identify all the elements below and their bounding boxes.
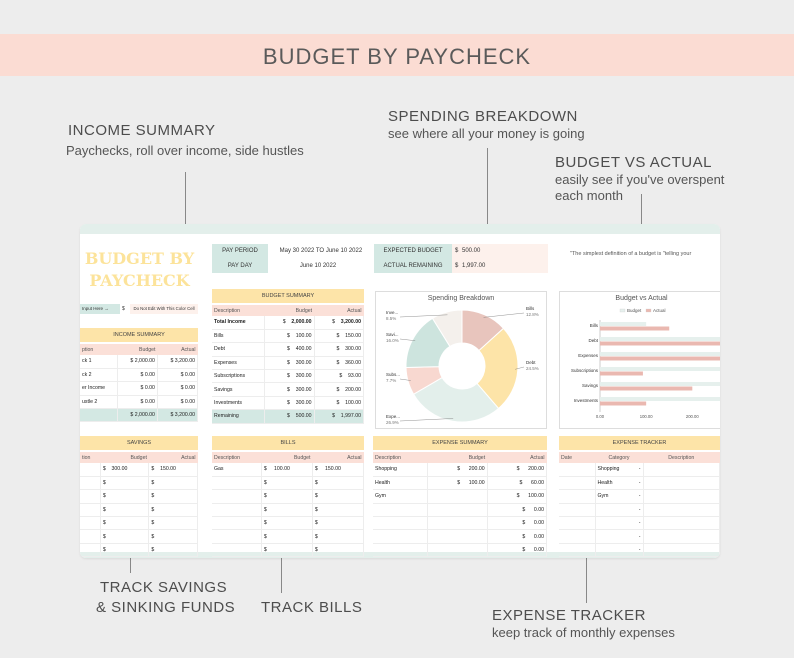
spending-pie <box>376 292 548 430</box>
pie-value-label: 24.5% <box>526 366 539 371</box>
legend-label: Actual <box>653 308 666 313</box>
expected-budget-label: EXPECTED BUDGET <box>374 244 452 259</box>
table-row: $ $ <box>212 490 364 503</box>
annotation-subtitle: easily see if you've overspent <box>555 172 725 187</box>
annotation-spending-breakdown <box>388 108 585 142</box>
bar-actual-savings <box>600 387 692 391</box>
pay-period-end: June 10 2022 <box>325 248 363 254</box>
pie-label: Bills <box>526 306 535 311</box>
table-row: $ $ <box>212 543 364 556</box>
expense-tracker-table: Date Category Description Shopping - Health - Gym - - - - - <box>559 452 720 557</box>
pay-period-to: TO <box>315 248 325 254</box>
annotation-subtitle-2: each month <box>555 188 623 203</box>
pie-label: Subs... <box>386 372 401 377</box>
spending-breakdown-chart <box>375 291 547 429</box>
legend-swatch <box>646 309 651 312</box>
annotation-savings <box>96 579 235 616</box>
currency: $ <box>455 263 459 269</box>
table-row: $ $ <box>80 490 198 503</box>
x-tick-label: 200.00 <box>685 414 699 419</box>
table-row: Health $ 100.00 $ 60.00 <box>373 476 547 489</box>
pie-value-label: 12.8% <box>526 312 539 317</box>
bills-header: BILLS <box>212 436 364 450</box>
income-summary-header: INCOME SUMMARY <box>80 328 198 342</box>
category-label: Debt <box>588 338 598 343</box>
bar-actual-debt <box>600 342 720 346</box>
bar-budget-bills <box>600 322 646 326</box>
annotation-subtitle: see where all your money is going <box>388 126 585 141</box>
pie-value-label: 26.9% <box>386 420 399 425</box>
bar-actual-bills <box>600 327 669 331</box>
table-row: $ $ <box>80 476 198 489</box>
pie-label: Inve... <box>386 310 399 315</box>
table-row: Health - <box>559 476 720 489</box>
actual-remaining-cell <box>452 259 548 273</box>
annotation-title: BUDGET VS ACTUAL <box>555 154 712 171</box>
table-row: $ $ <box>80 503 198 516</box>
table-row: ustle 2 $ 0.00 $ 0.00 <box>80 395 198 408</box>
pay-period-start: May 30 2022 <box>279 248 315 254</box>
bar-budget-subscriptions <box>600 367 720 371</box>
annotation-title: INCOME SUMMARY <box>68 122 216 139</box>
pie-value-label: 7.7% <box>386 378 397 383</box>
annotation-subtitle: keep track of monthly expenses <box>492 625 675 640</box>
table-row: $ $ <box>80 530 198 543</box>
pie-label: Debt <box>526 360 536 365</box>
table-row: $ $ <box>80 517 198 530</box>
annotation-expense-tracker <box>492 607 675 641</box>
pie-value-label: 16.0% <box>386 338 399 343</box>
expected-budget-cell <box>452 244 548 259</box>
chart-title: Spending Breakdown <box>427 295 495 302</box>
table-row: Savings $ 300.00 $ 200.00 <box>212 383 364 396</box>
pie-label: Expe... <box>386 414 401 419</box>
table-row: - <box>559 543 720 556</box>
pie-leader-line <box>484 313 524 317</box>
budget-summary-table: Description Budget Actual Total Income $ 2,000.00 $ 3,200.00 Bills $ 100.00 $ 150.00 Debt $ 400.00 $ 300.00 Expenses $ 300.00 $ 360.00 Subscriptions $ 300.00 $ 93.00 Savings $ 300.00 $ 200.00 Investments $ 300.00 $ 100.00 Remaining $ 500.00 $ 1,997.00 <box>212 305 364 424</box>
x-tick-label: 0.00 <box>595 414 605 419</box>
bills-table: Description Budget Actual Gas $ 100.00 $ 150.00 $ $ $ $ $ $ $ $ $ $ $ $ <box>212 452 364 557</box>
table-row: ck 1 $ 2,000.00 $ 3,200.00 <box>80 355 198 368</box>
bar-budget-debt <box>600 337 720 341</box>
table-row: $ 0.00 <box>373 530 547 543</box>
category-label: Subscriptions <box>570 368 598 373</box>
income-summary-table <box>80 344 198 422</box>
annotation-title: SPENDING BREAKDOWN <box>388 108 578 125</box>
annotation-budget-vs-actual <box>555 154 724 204</box>
chart-title: Budget vs Actual <box>615 295 668 302</box>
table-row: Gym - <box>559 490 720 503</box>
banner-title: BUDGET BY PAYCHECK <box>262 44 532 69</box>
table-row: - <box>559 517 720 530</box>
annotation-title-2: & SINKING FUNDS <box>96 599 236 616</box>
table-row: $ 300.00 $ 150.00 <box>80 463 198 476</box>
do-not-edit-hint: Do Not Edit With This Color Cell <box>130 304 198 314</box>
col-header: ption <box>80 344 117 355</box>
table-row: $ 0.00 <box>373 503 547 516</box>
input-hint-currency: $ <box>122 306 125 312</box>
spreadsheet-preview <box>80 224 720 558</box>
pie-value-label: 8.5% <box>386 316 397 321</box>
sheet-logo: BUDGET BY PAYCHECK <box>84 249 195 290</box>
table-row: $ $ <box>212 476 364 489</box>
table-row: Investments $ 300.00 $ 100.00 <box>212 396 364 409</box>
sheet-top-bar <box>80 224 720 234</box>
actual-remaining-label: ACTUAL REMAINING <box>374 259 452 273</box>
table-row: $ $ <box>212 530 364 543</box>
table-row: - <box>559 530 720 543</box>
pie-label: Savi... <box>386 332 399 337</box>
pay-day-label: PAY DAY <box>212 259 268 273</box>
annotation-income-summary <box>68 122 304 159</box>
table-row: er Income $ 0.00 $ 0.00 <box>80 382 198 395</box>
annotation-subtitle: Paychecks, roll over income, side hustles <box>66 143 304 158</box>
x-tick-label: 100.00 <box>639 414 653 419</box>
input-hint: Input Here → <box>80 304 120 314</box>
bar-budget-savings <box>600 382 720 386</box>
budget-quote: "The simplest definition of a budget is "telling your <box>570 251 692 257</box>
bar-actual-investments <box>600 402 646 406</box>
bar-budget-investments <box>600 397 720 401</box>
legend-swatch <box>620 309 625 312</box>
bar-actual-subscriptions <box>600 372 643 376</box>
total-row: $ 2,000.00 $ 3,200.00 <box>80 409 198 422</box>
annotation-bills <box>261 599 362 616</box>
category-label: Investments <box>573 398 598 403</box>
expense-summary-table: Description Budget Actual Shopping $ 200.00 $ 200.00 Health $ 100.00 $ 60.00 Gym $ 100.00 $ 0.00 $ 0.00 $ 0.00 $ 0.00 <box>373 452 547 557</box>
remaining-row: Remaining $ 500.00 $ 1,997.00 <box>212 410 364 423</box>
col-header: Actual <box>157 344 197 355</box>
expected-budget-value: 500.00 <box>462 248 481 254</box>
table-row: $ $ <box>80 543 198 556</box>
table-row: ck 2 $ 0.00 $ 0.00 <box>80 368 198 381</box>
category-label: Savings <box>581 383 598 388</box>
table-row: Gas $ 100.00 $ 150.00 <box>212 463 364 476</box>
pay-period-label: PAY PERIOD <box>212 244 268 259</box>
category-label: Expenses <box>578 353 598 358</box>
budget-summary-header: BUDGET SUMMARY <box>212 289 364 303</box>
pay-day-value: June 10 2022 <box>299 263 337 269</box>
savings-header: SAVINGS <box>80 436 198 450</box>
table-row: $ $ <box>212 503 364 516</box>
table-row: Gym $ 100.00 <box>373 490 547 503</box>
table-row: - <box>559 503 720 516</box>
table-row: Expenses $ 300.00 $ 360.00 <box>212 356 364 369</box>
table-row: Bills $ 100.00 $ 150.00 <box>212 329 364 342</box>
table-row: $ $ <box>212 517 364 530</box>
table-row: Shopping - <box>559 463 720 476</box>
table-row: $ 0.00 <box>373 517 547 530</box>
category-label: Bills <box>589 323 598 328</box>
actual-remaining-value: 1,997.00 <box>462 263 486 269</box>
bar-budget-expenses <box>600 352 720 356</box>
table-row: Shopping $ 200.00 $ 200.00 <box>373 463 547 476</box>
table-row: Total Income $ 2,000.00 $ 3,200.00 <box>212 316 364 329</box>
annotation-title: TRACK SAVINGS <box>100 579 228 596</box>
expense-summary-header: EXPENSE SUMMARY <box>373 436 547 450</box>
legend-label: Budget <box>627 308 642 313</box>
table-row: Subscriptions $ 300.00 $ 93.00 <box>212 370 364 383</box>
bar-actual-expenses <box>600 357 720 361</box>
title-banner <box>0 34 794 76</box>
budget-vs-actual-bars <box>560 292 720 430</box>
budget-vs-actual-chart <box>559 291 720 429</box>
annotation-title: EXPENSE TRACKER <box>492 607 646 624</box>
expense-tracker-header: EXPENSE TRACKER <box>559 436 720 450</box>
col-header: Budget <box>117 344 157 355</box>
table-row: $ 0.00 <box>373 543 547 556</box>
savings-table: tion Budget Actual $ 300.00 $ 150.00 $ $ $ $ $ $ $ $ $ $ $ $ <box>80 452 198 557</box>
table-row: Debt $ 400.00 $ 300.00 <box>212 343 364 356</box>
currency: $ <box>455 248 459 254</box>
annotation-title: TRACK BILLS <box>261 599 363 616</box>
